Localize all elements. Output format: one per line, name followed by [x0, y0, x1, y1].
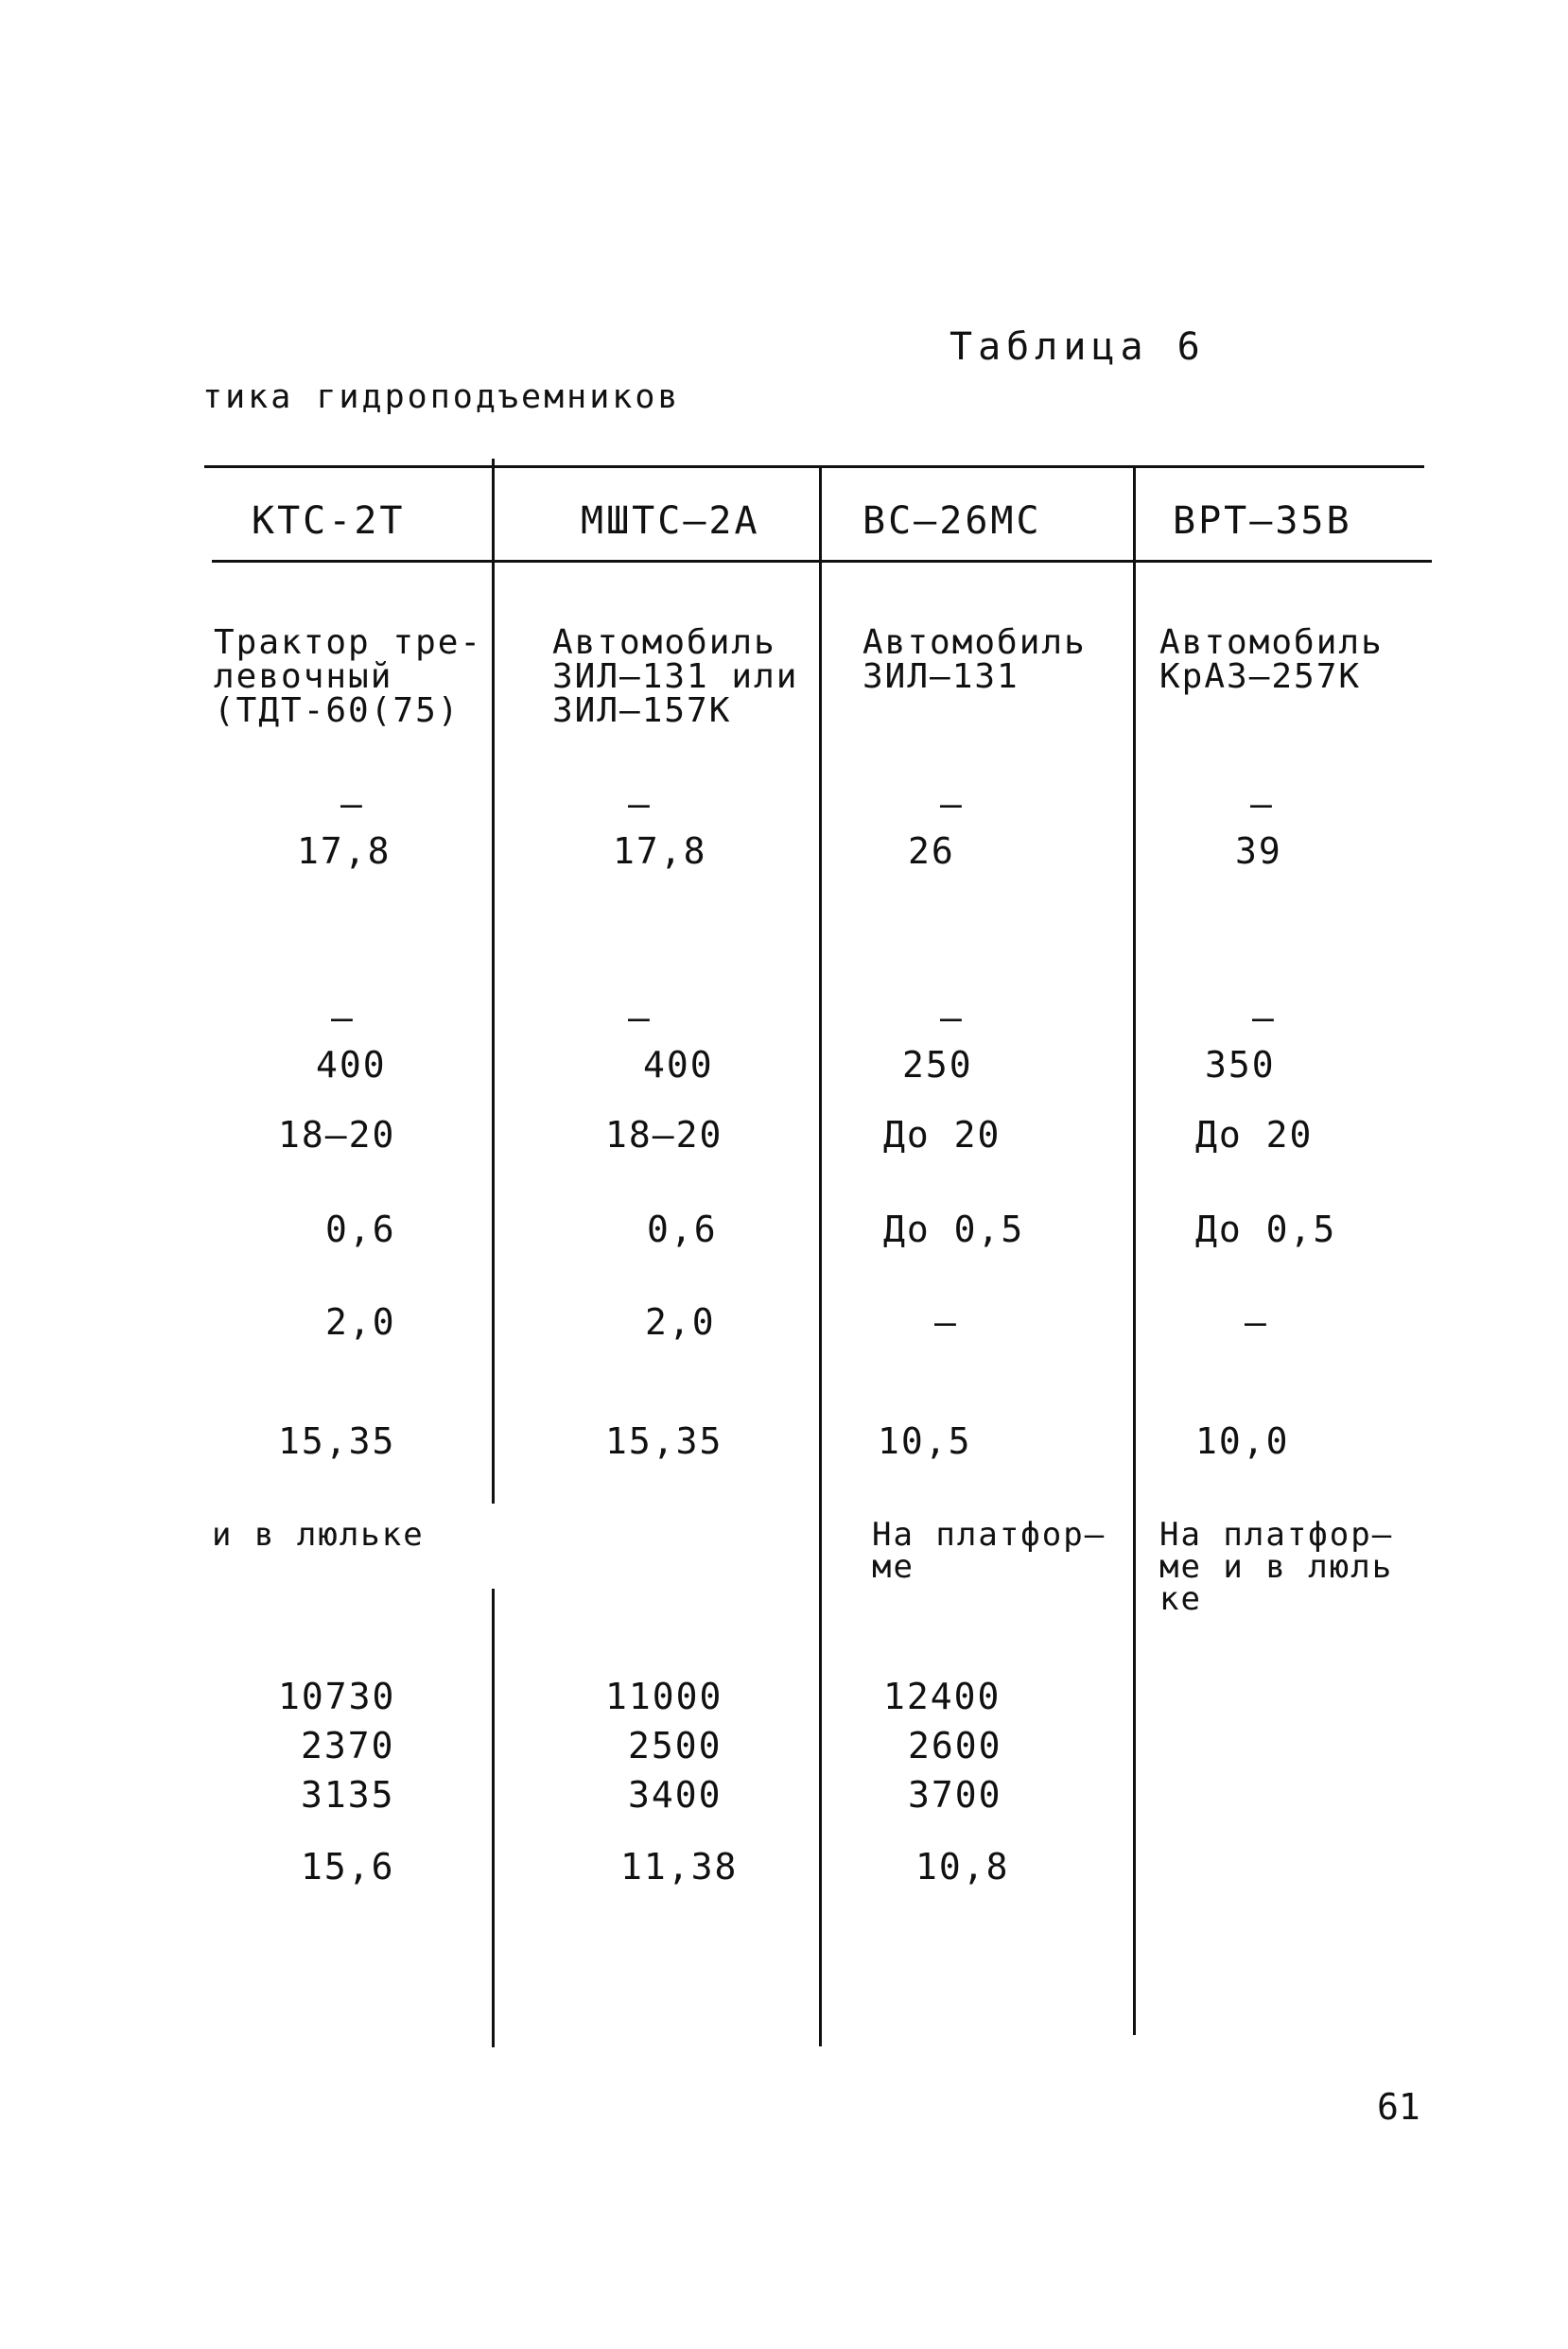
value-cell: До 0,5: [883, 1209, 1025, 1250]
value-cell: 0,6: [325, 1209, 396, 1250]
table-caption: тика гидроподъемников: [202, 378, 681, 416]
value-cell: 18–20: [605, 1114, 723, 1156]
value-cell: 2370: [301, 1725, 395, 1766]
note-cell: На платфор– ме: [872, 1516, 1106, 1586]
note-cell: и в люльке: [212, 1516, 425, 1554]
table-top-rule: [204, 465, 1424, 468]
header-bottom-rule: [212, 560, 1432, 563]
value-cell: До 0,5: [1195, 1209, 1337, 1250]
dash-cell: –: [340, 783, 362, 825]
vehicle-description: Автомобиль ЗИЛ–131: [862, 623, 1087, 696]
dash-cell: –: [1245, 1301, 1266, 1343]
value-cell: 2,0: [325, 1301, 396, 1343]
vehicle-description: Автомобиль ЗИЛ–131 или ЗИЛ–157К: [552, 623, 799, 730]
value-cell: 350: [1205, 1044, 1276, 1086]
vehicle-description: Трактор тре- левочный (ТДТ-60(75): [214, 623, 483, 730]
value-cell: 10,0: [1195, 1420, 1290, 1462]
value-cell: 17,8: [297, 830, 392, 872]
dash-cell: –: [1252, 997, 1274, 1038]
value-cell: 2500: [628, 1725, 723, 1766]
vehicle-description: Автомобиль КрАЗ–257К: [1159, 623, 1384, 696]
dash-cell: –: [331, 997, 353, 1038]
table-title: Таблица 6: [950, 325, 1206, 369]
value-cell: 2600: [908, 1725, 1002, 1766]
value-cell: 0,6: [647, 1209, 718, 1250]
dash-cell: –: [628, 997, 650, 1038]
value-cell: До 20: [1195, 1114, 1314, 1156]
value-cell: 250: [902, 1044, 973, 1086]
page-number: 61: [1377, 2086, 1420, 2128]
value-cell: 3400: [628, 1774, 723, 1816]
dash-cell: –: [934, 1301, 956, 1343]
column-header-vrt-35v: ВРТ–35В: [1173, 499, 1352, 543]
column-divider-1-upper: [492, 459, 495, 1504]
value-cell: 26: [908, 830, 955, 872]
column-divider-2: [819, 465, 822, 2046]
value-cell: 10730: [278, 1676, 396, 1717]
value-cell: 3700: [908, 1774, 1002, 1816]
value-cell: 3135: [301, 1774, 395, 1816]
dash-cell: –: [940, 783, 962, 825]
column-divider-1-lower: [492, 1589, 495, 2047]
value-cell: 39: [1235, 830, 1282, 872]
column-divider-3: [1133, 465, 1136, 2035]
value-cell: 12400: [883, 1676, 1002, 1717]
dash-cell: –: [940, 997, 962, 1038]
value-cell: 10,5: [878, 1420, 972, 1462]
value-cell: 400: [316, 1044, 387, 1086]
value-cell: 15,6: [301, 1846, 395, 1888]
value-cell: 15,35: [605, 1420, 723, 1462]
value-cell: 18–20: [278, 1114, 396, 1156]
value-cell: 400: [643, 1044, 714, 1086]
value-cell: 15,35: [278, 1420, 396, 1462]
column-header-kts-2t: КТС-2Т: [252, 499, 406, 543]
value-cell: 11000: [605, 1676, 723, 1717]
value-cell: 2,0: [645, 1301, 716, 1343]
column-header-mshts-2a: МШТС–2А: [581, 499, 760, 543]
dash-cell: –: [1250, 783, 1272, 825]
dash-cell: –: [628, 783, 650, 825]
value-cell: До 20: [883, 1114, 1002, 1156]
value-cell: 11,38: [620, 1846, 739, 1888]
note-cell: На платфор– ме и в люль ке: [1159, 1516, 1394, 1618]
value-cell: 17,8: [613, 830, 707, 872]
column-header-vs-26ms: ВС–26МС: [862, 499, 1042, 543]
value-cell: 10,8: [915, 1846, 1010, 1888]
